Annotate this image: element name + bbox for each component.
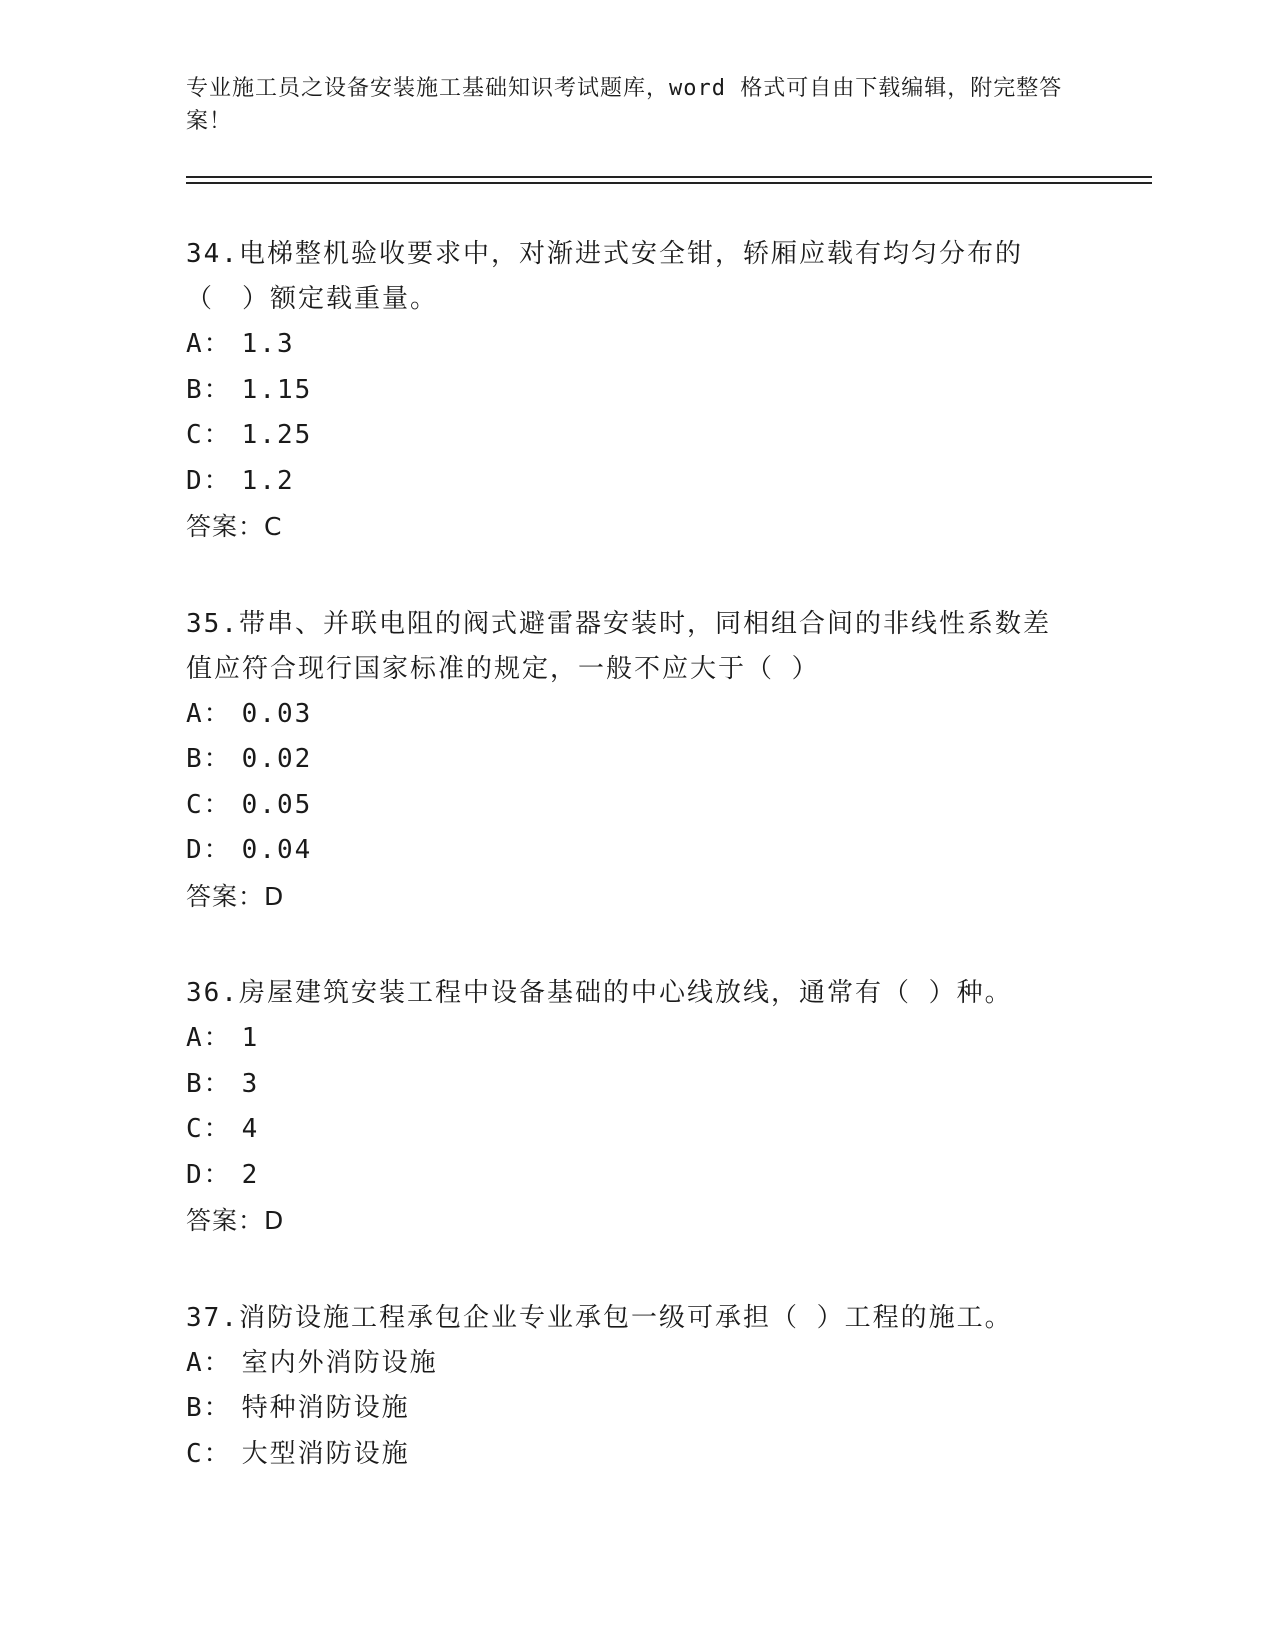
option-letter: B — [186, 1393, 204, 1423]
option-value: 0.02 — [241, 744, 313, 774]
option-a — [186, 322, 1086, 368]
option-separator: ： — [203, 1023, 232, 1053]
option-letter: D — [186, 835, 204, 865]
option-letter: D — [186, 1159, 204, 1190]
option-letter: C — [186, 789, 204, 820]
answer-line — [186, 504, 1086, 550]
option-value: 3 — [241, 1068, 260, 1099]
answer-label: 答案： — [186, 512, 265, 541]
option-c — [186, 413, 1086, 459]
option-d — [186, 1153, 1086, 1199]
option-value: 0.03 — [241, 698, 313, 729]
option-separator: ： — [203, 465, 232, 496]
question-text: 35.带串、并联电阻的阀式避雷器安装时，同相组合间的非线性系数差值应符合现行国家标准的规定，一般不应大于（ ） — [186, 608, 1051, 684]
option-value: 4 — [241, 1114, 260, 1144]
document-header — [186, 72, 1066, 138]
option-c — [186, 1432, 1086, 1478]
question-item — [186, 971, 1086, 1244]
answer-value: D — [264, 881, 285, 911]
header-divider-top — [186, 176, 1152, 178]
option-letter: C — [186, 1114, 204, 1144]
option-separator: ： — [203, 1114, 232, 1144]
option-b — [186, 737, 1086, 783]
option-a — [186, 1016, 1086, 1062]
option-separator: ： — [203, 698, 232, 729]
option-separator: ： — [203, 1438, 232, 1469]
option-separator: ： — [203, 1393, 232, 1423]
option-letter: A — [186, 1347, 204, 1378]
answer-line — [186, 1198, 1086, 1244]
answer-value: C — [264, 512, 283, 541]
question-item — [186, 1296, 1086, 1478]
option-value: 1.25 — [241, 420, 313, 450]
option-separator: ： — [203, 1068, 232, 1099]
question-item — [186, 602, 1086, 920]
option-value: 1.15 — [241, 374, 313, 405]
answer-value: D — [264, 1206, 285, 1235]
option-separator: ： — [203, 789, 232, 820]
option-c — [186, 783, 1086, 829]
option-letter: B — [186, 374, 204, 405]
answer-line — [186, 874, 1086, 920]
option-separator: ： — [203, 1159, 232, 1190]
option-value: 0.05 — [241, 789, 313, 820]
option-letter: C — [186, 420, 204, 450]
option-value: 0.04 — [241, 835, 313, 865]
option-separator: ： — [203, 744, 232, 774]
option-separator: ： — [203, 374, 232, 405]
option-a — [186, 1341, 1086, 1387]
option-b — [186, 368, 1086, 414]
option-value: 室内外消防设施 — [241, 1347, 438, 1378]
option-value: 1.3 — [241, 329, 295, 359]
option-letter: A — [186, 329, 204, 359]
option-d — [186, 828, 1086, 874]
question-text: 37.消防设施工程承包企业专业承包一级可承担（ ）工程的施工。 — [186, 1302, 1013, 1333]
question-item — [186, 232, 1086, 550]
option-separator: ： — [203, 329, 232, 359]
option-separator: ： — [203, 420, 232, 450]
question-list — [186, 232, 1086, 1529]
header-intro-text: 专业施工员之设备安装施工基础知识考试题库，word 格式可自由下载编辑，附完整答案！ — [186, 76, 1063, 134]
option-value: 1 — [241, 1023, 260, 1053]
option-separator: ： — [203, 835, 232, 865]
question-text: 36.房屋建筑安装工程中设备基础的中心线放线，通常有（ ）种。 — [186, 978, 1013, 1008]
option-value: 大型消防设施 — [241, 1438, 410, 1469]
header-divider-bottom — [186, 182, 1152, 184]
option-letter: B — [186, 1068, 204, 1099]
answer-label: 答案： — [186, 881, 265, 911]
option-a — [186, 692, 1086, 738]
option-letter: A — [186, 1023, 204, 1053]
option-letter: B — [186, 744, 204, 774]
option-value: 特种消防设施 — [241, 1393, 410, 1423]
option-value: 1.2 — [241, 465, 295, 496]
option-letter: C — [186, 1438, 204, 1469]
option-letter: A — [186, 698, 204, 729]
question-text: 34.电梯整机验收要求中，对渐进式安全钳，轿厢应载有均匀分布的（ ）额定载重量。 — [186, 239, 1023, 314]
option-d — [186, 459, 1086, 505]
option-separator: ： — [203, 1347, 232, 1378]
option-value: 2 — [241, 1159, 260, 1190]
option-b — [186, 1386, 1086, 1432]
option-letter: D — [186, 465, 204, 496]
option-b — [186, 1062, 1086, 1108]
answer-label: 答案： — [186, 1206, 265, 1235]
option-c — [186, 1107, 1086, 1153]
